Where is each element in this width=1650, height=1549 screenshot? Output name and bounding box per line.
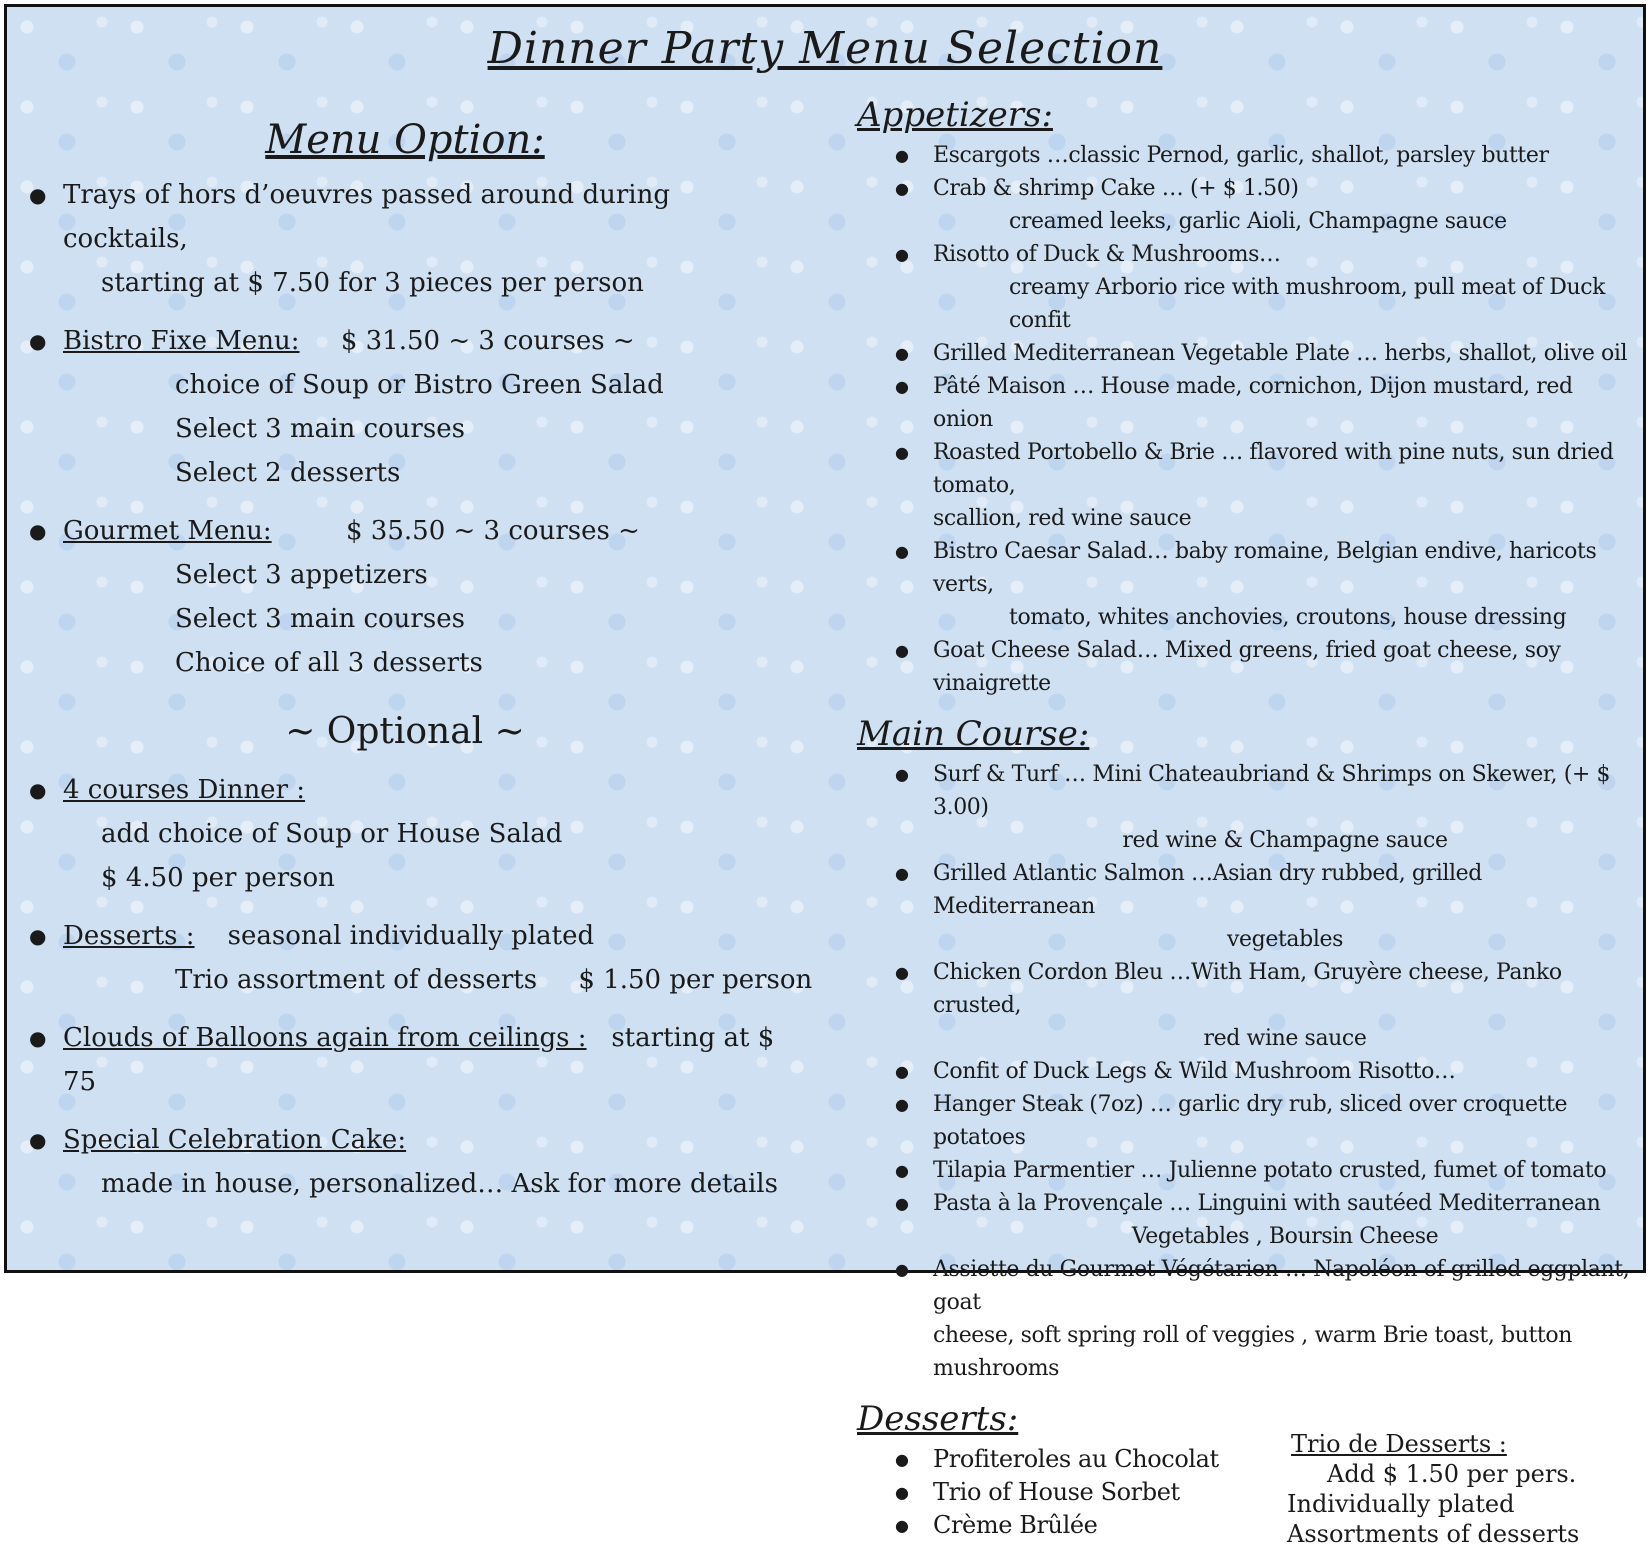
main-line1: Confit of Duck Legs & Wild Mushroom Risotto… bbox=[933, 1059, 1456, 1084]
cake-label: Special Celebration Cake: bbox=[63, 1125, 407, 1155]
bullet-icon: ● bbox=[895, 641, 909, 660]
appetizer-line2: creamed leeks, garlic Aioli, Champagne sauce bbox=[1009, 209, 1507, 234]
gourmet-line: Select 3 main courses bbox=[175, 604, 465, 634]
bullet-icon: ● bbox=[895, 542, 909, 561]
bullet-icon: ● bbox=[895, 245, 909, 264]
appetizer-item bbox=[857, 535, 1637, 634]
menu-options-column bbox=[25, 107, 813, 1206]
main-line2: Vegetables , Boursin Cheese bbox=[1131, 1224, 1439, 1249]
bullet-icon: ● bbox=[895, 1483, 909, 1502]
four-course-item bbox=[25, 768, 785, 900]
main-course-heading: Main Course: bbox=[857, 714, 1090, 754]
main-course-item bbox=[857, 1187, 1637, 1253]
appetizer-line1: Crab & shrimp Cake … (+ $ 1.50) bbox=[933, 176, 1299, 201]
gourmet-line: Select 3 appetizers bbox=[175, 560, 428, 590]
trays-line2: starting at $ 7.50 for 3 pieces per person bbox=[101, 268, 644, 298]
gourmet-label: Gourmet Menu: bbox=[63, 516, 272, 546]
appetizer-line1: Risotto of Duck & Mushrooms… bbox=[933, 242, 1281, 267]
page-title: Dinner Party Menu Selection bbox=[487, 23, 1163, 74]
desserts-option-item bbox=[25, 914, 813, 1002]
bullet-icon: ● bbox=[895, 377, 909, 396]
desserts-option-header bbox=[63, 914, 785, 958]
main-line2: red wine & Champagne sauce bbox=[1122, 828, 1448, 853]
main-course-item bbox=[857, 1055, 1637, 1088]
bullet-icon: ● bbox=[29, 1128, 47, 1152]
main-course-item bbox=[857, 1154, 1637, 1187]
main-line1: Chicken Cordon Bleu …With Ham, Gruyère cheese, Panko crusted, bbox=[933, 960, 1562, 1018]
bullet-icon: ● bbox=[29, 924, 47, 948]
balloons-line bbox=[63, 1016, 785, 1104]
main-line1: Hanger Steak (7oz) … garlic dry rub, sliced over croquette potatoes bbox=[933, 1092, 1568, 1150]
gourmet-header bbox=[63, 509, 785, 553]
appetizer-item bbox=[857, 139, 1637, 172]
bistro-line: Select 2 desserts bbox=[175, 458, 401, 488]
bullet-icon: ● bbox=[895, 1450, 909, 1469]
gourmet-line: Choice of all 3 desserts bbox=[175, 648, 483, 678]
appetizer-item bbox=[857, 238, 1637, 337]
appetizer-line1: Roasted Portobello & Brie … flavored with pine nuts, sun dried tomato, bbox=[933, 440, 1614, 498]
appetizer-line1: Grilled Mediterranean Vegetable Plate … herbs, shallot, olive oil bbox=[933, 341, 1628, 366]
four-course-line: $ 4.50 per person bbox=[101, 863, 335, 893]
trays-line1: Trays of hors d’oeuvres passed around during cocktails, bbox=[63, 180, 670, 254]
appetizer-item bbox=[857, 436, 1637, 535]
bullet-icon: ● bbox=[895, 1095, 909, 1114]
bullet-icon: ● bbox=[29, 778, 47, 802]
balloons-text: starting at $ 75 bbox=[63, 1023, 775, 1097]
bullet-icon: ● bbox=[29, 183, 47, 207]
trays-item bbox=[25, 173, 785, 305]
menu-details-column bbox=[857, 95, 1637, 1548]
bistro-label: Bistro Fixe Menu: bbox=[63, 326, 300, 356]
main-line2: vegetables bbox=[1227, 927, 1343, 952]
balloons-item bbox=[25, 1016, 785, 1104]
gourmet-price: $ 35.50 ~ 3 courses ~ bbox=[346, 516, 640, 546]
appetizer-line1: Escargots …classic Pernod, garlic, shallot, parsley butter bbox=[933, 143, 1549, 168]
trio-de-desserts bbox=[1287, 1429, 1579, 1549]
desserts-option-label: Desserts : bbox=[63, 921, 195, 951]
appetizer-item bbox=[857, 634, 1637, 700]
gourmet-item bbox=[25, 509, 785, 685]
bullet-icon: ● bbox=[895, 146, 909, 165]
main-course-item bbox=[857, 857, 1637, 956]
appetizer-item bbox=[857, 172, 1637, 238]
bullet-icon: ● bbox=[895, 963, 909, 982]
bistro-item bbox=[25, 319, 785, 495]
main-course-list bbox=[857, 758, 1637, 1385]
desserts-option-text: seasonal individually plated bbox=[227, 921, 595, 951]
main-course-item bbox=[857, 956, 1637, 1055]
bullet-icon: ● bbox=[895, 1161, 909, 1180]
trio-line: Add $ 1.50 per pers. bbox=[1327, 1460, 1577, 1488]
bullet-icon: ● bbox=[895, 1260, 909, 1279]
bullet-icon: ● bbox=[895, 1516, 909, 1535]
main-line1: Surf & Turf … Mini Chateaubriand & Shrimps on Skewer, (+ $ 3.00) bbox=[933, 762, 1611, 820]
appetizer-line1: Goat Cheese Salad… Mixed greens, fried goat cheese, soy vinaigrette bbox=[933, 638, 1561, 696]
dessert-label: Trio of House Sorbet bbox=[933, 1478, 1180, 1506]
main-line1: Grilled Atlantic Salmon …Asian dry rubbed, grilled Mediterranean bbox=[933, 861, 1482, 919]
menu-page bbox=[4, 4, 1646, 1548]
bullet-icon: ● bbox=[895, 443, 909, 462]
bullet-icon: ● bbox=[895, 179, 909, 198]
bullet-icon: ● bbox=[29, 329, 47, 353]
bullet-icon: ● bbox=[29, 519, 47, 543]
main-course-item bbox=[857, 1088, 1637, 1154]
trio-line: Assortments of desserts bbox=[1287, 1520, 1580, 1548]
trio-line: Individually plated bbox=[1287, 1490, 1515, 1518]
bullet-icon: ● bbox=[895, 344, 909, 363]
main-course-item bbox=[857, 1253, 1637, 1385]
appetizers-list bbox=[857, 139, 1637, 700]
bistro-line: choice of Soup or Bistro Green Salad bbox=[175, 370, 664, 400]
bullet-icon: ● bbox=[895, 864, 909, 883]
menu-option-heading: Menu Option: bbox=[265, 117, 545, 163]
bistro-header bbox=[63, 319, 785, 363]
appetizer-line2: scallion, red wine sauce bbox=[933, 506, 1192, 531]
cake-line2: made in house, personalized… Ask for more details bbox=[101, 1169, 778, 1199]
appetizer-line2: tomato, whites anchovies, croutons, house dressing bbox=[1009, 605, 1567, 630]
appetizer-line1: Pâté Maison … House made, cornichon, Dijon mustard, red onion bbox=[933, 374, 1573, 432]
cake-item bbox=[25, 1118, 785, 1206]
bullet-icon: ● bbox=[895, 1062, 909, 1081]
main-line1: Assiette du Gourmet Végétarien … Napoléon of grilled eggplant, goat bbox=[933, 1257, 1630, 1315]
main-line1: Pasta à la Provençale … Linguini with sautéed Mediterranean bbox=[933, 1191, 1601, 1216]
desserts-section bbox=[857, 1399, 1637, 1548]
balloons-label: Clouds of Balloons again from ceilings : bbox=[63, 1023, 587, 1053]
bullet-icon: ● bbox=[895, 1194, 909, 1213]
main-line2: red wine sauce bbox=[1203, 1026, 1367, 1051]
bullet-icon: ● bbox=[29, 1026, 47, 1050]
desserts-heading: Desserts: bbox=[857, 1399, 1019, 1439]
appetizers-heading: Appetizers: bbox=[857, 95, 1053, 135]
dessert-label: Crème Brûlée bbox=[933, 1511, 1098, 1539]
trio-label: Trio de Desserts : bbox=[1291, 1430, 1507, 1458]
bistro-price: $ 31.50 ~ 3 courses ~ bbox=[340, 326, 635, 356]
optional-heading: ~ Optional ~ bbox=[285, 711, 525, 752]
appetizer-item bbox=[857, 337, 1637, 370]
bistro-line: Select 3 main courses bbox=[175, 414, 465, 444]
four-course-line: add choice of Soup or House Salad bbox=[101, 819, 563, 849]
four-course-label: 4 courses Dinner : bbox=[63, 775, 306, 805]
appetizer-line2: creamy Arborio rice with mushroom, pull meat of Duck confit bbox=[1009, 275, 1606, 333]
appetizer-item bbox=[857, 370, 1637, 436]
bullet-icon: ● bbox=[895, 765, 909, 784]
main-line2: cheese, soft spring roll of veggies , warm Brie toast, button mushrooms bbox=[933, 1323, 1572, 1381]
main-course-item bbox=[857, 758, 1637, 857]
appetizer-line1: Bistro Caesar Salad… baby romaine, Belgian endive, haricots verts, bbox=[933, 539, 1597, 597]
desserts-option-line2: Trio assortment of desserts $ 1.50 per person bbox=[175, 965, 813, 995]
main-line1: Tilapia Parmentier … Julienne potato crusted, fumet of tomato bbox=[933, 1158, 1607, 1183]
dessert-label: Profiteroles au Chocolat bbox=[933, 1445, 1219, 1473]
